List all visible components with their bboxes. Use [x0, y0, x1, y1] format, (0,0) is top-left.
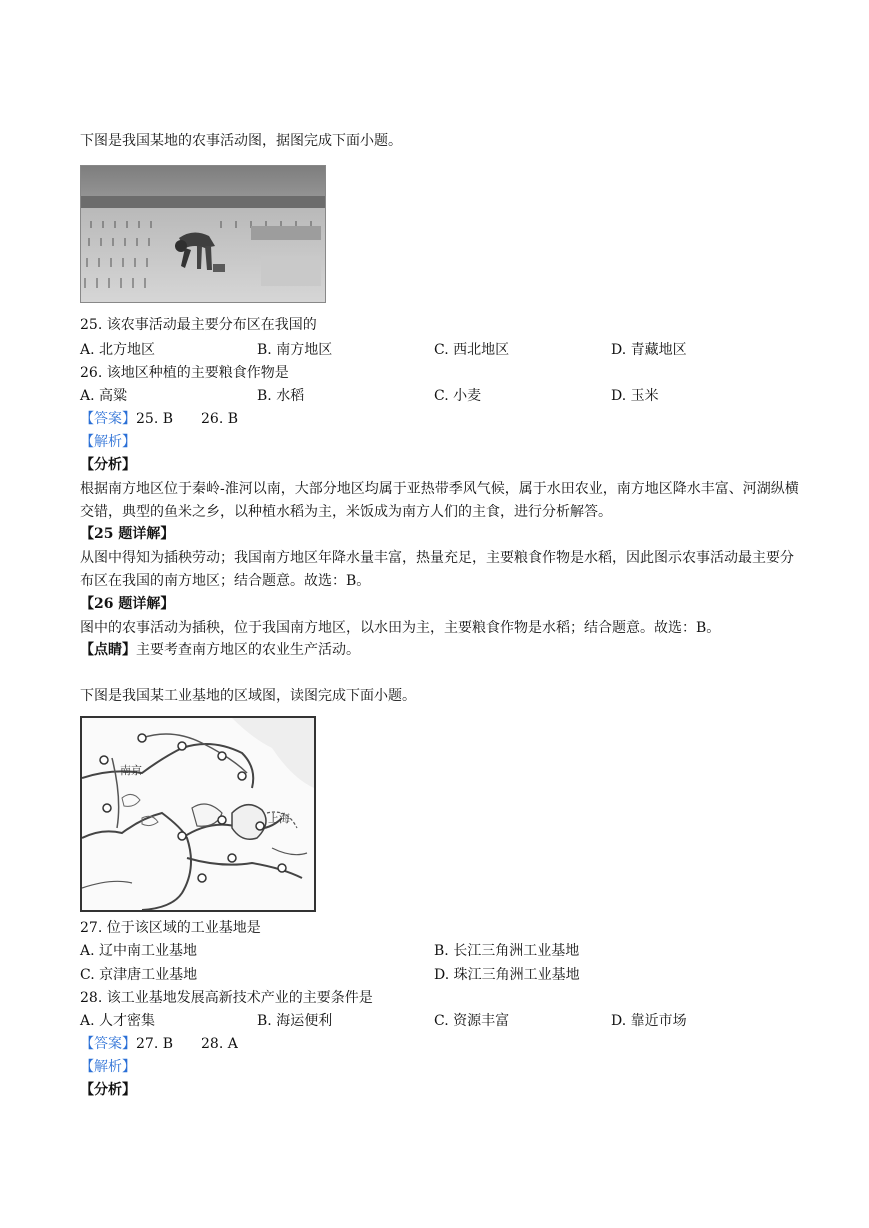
q25-option-c: C. 西北地区	[434, 342, 510, 358]
q26-option-a: A. 高粱	[80, 388, 128, 404]
fenxi-tag-2: 【分析】	[80, 1082, 136, 1098]
question-28-stem: 28. 该工业基地发展高新技术产业的主要条件是	[80, 990, 373, 1006]
q27-option-c: C. 京津唐工业基地	[80, 967, 198, 983]
industrial-base-map	[80, 716, 316, 912]
q28-option-c: C. 资源丰富	[434, 1013, 510, 1029]
fenxi-tag: 【分析】	[80, 457, 136, 473]
question-26-stem: 26. 该地区种植的主要粮食作物是	[80, 365, 289, 381]
question-25-stem: 25. 该农事活动最主要分布区在我国的	[80, 317, 317, 333]
answer-text-2: 27. B 28. A	[136, 1036, 238, 1052]
rice-planting-photo	[80, 165, 326, 303]
answer-tag-2: 【答案】	[80, 1036, 136, 1052]
yangtze-delta-map-image	[82, 718, 314, 910]
q27-option-a: A. 辽中南工业基地	[80, 943, 198, 959]
farm-photo-image	[81, 166, 325, 302]
q28-option-d: D. 靠近市场	[611, 1013, 687, 1029]
answer-tag: 【答案】	[80, 411, 136, 427]
q27-option-b: B. 长江三角洲工业基地	[434, 943, 580, 959]
answer-line-2	[80, 1034, 238, 1054]
dianjing-text: 主要考查南方地区的农业生产活动。	[136, 642, 360, 658]
answer-text: 25. B 26. B	[136, 411, 239, 427]
dianjing-tag: 【点睛】	[80, 642, 136, 658]
detail-25-text: 从图中得知为插秧劳动；我国南方地区年降水量丰富，热量充足，主要粮食作物是水稻，因此图示农事活动最主要分布区在我国的南方地区；结合题意。故选：B。	[80, 550, 794, 589]
detail-26-text: 图中的农事活动为插秧，位于我国南方地区，以水田为主，主要粮食作物是水稻；结合题意。故选：B。	[80, 620, 721, 636]
q28-option-b: B. 海运便利	[257, 1013, 333, 1029]
q26-option-c: C. 小麦	[434, 388, 482, 404]
question-27-stem: 27. 位于该区域的工业基地是	[80, 920, 261, 936]
map-label-nanjing: 南京	[120, 765, 142, 777]
q26-option-d: D. 玉米	[611, 388, 659, 404]
map-label-shanghai: 上海	[268, 813, 290, 825]
jiexi-tag: 【解析】	[80, 434, 136, 450]
jiexi-tag-2: 【解析】	[80, 1059, 136, 1075]
section1-intro: 下图是我国某地的农事活动图，据图完成下面小题。	[80, 133, 402, 149]
q25-option-a: A. 北方地区	[80, 342, 156, 358]
analysis-paragraph: 根据南方地区位于秦岭-淮河以南，大部分地区均属于亚热带季风气候，属于水田农业，南方地区降水丰富、河湖纵横交错，典型的鱼米之乡，以种植水稻为主，米饭成为南方人们的主食，进行分析解答。	[80, 481, 799, 520]
q26-option-b: B. 水稻	[257, 388, 305, 404]
answer-line-1	[80, 409, 238, 429]
detail-25-title: 【25 题详解】	[80, 526, 175, 542]
detail-26-title: 【26 题详解】	[80, 596, 175, 612]
q25-option-b: B. 南方地区	[257, 342, 333, 358]
q27-option-d: D. 珠江三角洲工业基地	[434, 967, 580, 983]
q25-option-d: D. 青藏地区	[611, 342, 687, 358]
q28-option-a: A. 人才密集	[80, 1013, 156, 1029]
section2-intro: 下图是我国某工业基地的区域图，读图完成下面小题。	[80, 688, 416, 704]
dianjing-line	[80, 640, 360, 660]
